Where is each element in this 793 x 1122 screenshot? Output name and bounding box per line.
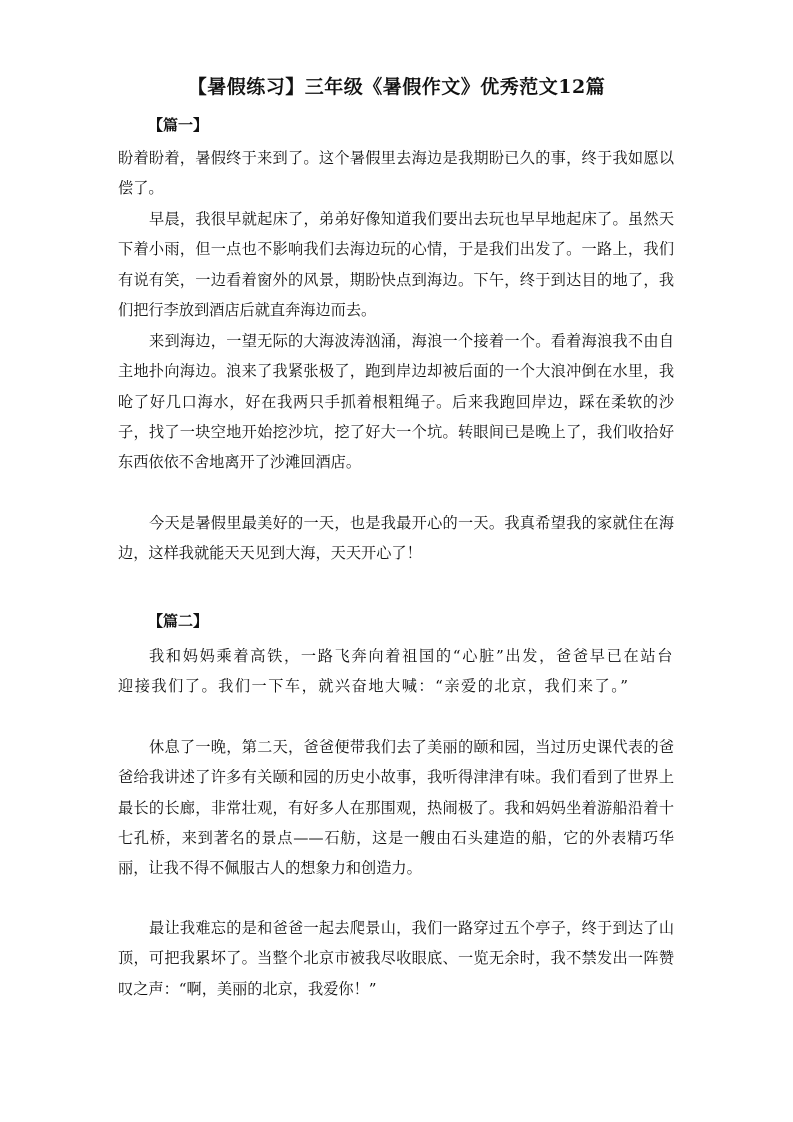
paragraph: 今天是暑假里最美好的一天，也是我最开心的一天。我真希望我的家就住在海边，这样我就能天天见到大海，天天开心了！ xyxy=(118,514,674,563)
paragraph: 我和妈妈乘着高铁，一路飞奔向着祖国的“心脏”出发，爸爸早已在站台迎接我们了。我们一下车，就兴奋地大喊：“亲爱的北京，我们来了。” xyxy=(118,647,674,696)
paragraph: 盼着盼着，暑假终于来到了。这个暑假里去海边是我期盼已久的事，终于我如愿以偿了。 xyxy=(118,149,674,198)
section-heading-1: 【篇一】 xyxy=(148,116,209,134)
paragraph: 来到海边，一望无际的大海波涛汹涌，海浪一个接着一个。看着海浪我不由自主地扑向海边。浪来了我紧张极了，跑到岸边却被后面的一个大浪冲倒在水里，我呛了好几口海水，好在我两只手抓着根粗绳子。后来我跑回岸边，踩在柔软的沙子，找了一块空地开始挖沙坑，挖了好大一个坑。转眼间已是晚上了，我们收拾好东西依依不舍地离开了沙滩回酒店。 xyxy=(118,332,674,472)
paragraph: 早晨，我很早就起床了，弟弟好像知道我们要出去玩也早早地起床了。虽然天下着小雨，但一点也不影响我们去海边玩的心情，于是我们出发了。一路上，我们有说有笑，一边看着窗外的风景，期盼快点到海边。下午，终于到达目的地了，我们把行李放到酒店后就直奔海边而去。 xyxy=(118,210,674,319)
paragraph: 休息了一晚，第二天，爸爸便带我们去了美丽的颐和园，当过历史课代表的爸爸给我讲述了许多有关颐和园的历史小故事，我听得津津有味。我们看到了世界上最长的长廊，非常壮观，有好多人在那围观，热闹极了。我和妈妈坐着游船沿着十七孔桥，来到著名的景点——石舫，这是一艘由石头建造的船，它的外表精巧华丽，让我不得不佩服古人的想象力和创造力。 xyxy=(118,738,674,878)
section-heading-2: 【篇二】 xyxy=(148,612,209,630)
paragraph: 最让我难忘的是和爸爸一起去爬景山，我们一路穿过五个亭子，终于到达了山顶，可把我累坏了。当整个北京市被我尽收眼底、一览无余时，我不禁发出一阵赞叹之声：“啊，美丽的北京，我爱你！” xyxy=(118,919,674,998)
document-title: 【暑假练习】三年级《暑假作文》优秀范文12篇 xyxy=(187,76,606,98)
